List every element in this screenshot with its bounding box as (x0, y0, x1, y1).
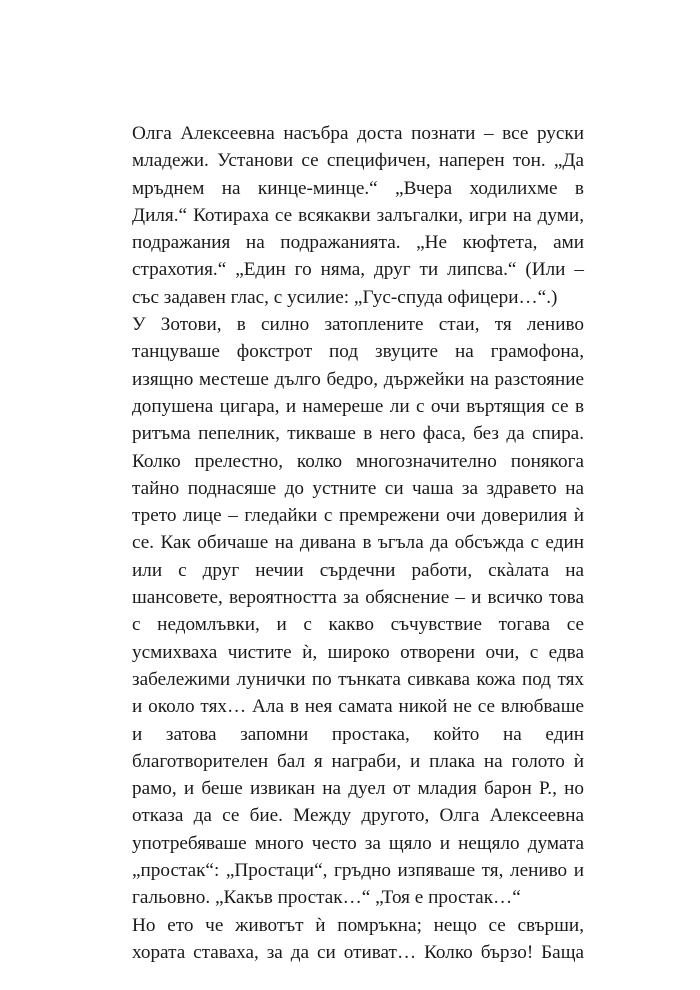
body-text (117, 120, 584, 966)
text-line: трето лице – гледайки с премрежени очи доверилия ѝ (132, 505, 584, 527)
text-line: У Зотови, в силно затоплените стаи, тя лениво (132, 314, 584, 336)
text-line: отказа да се бие. Между другото, Олга Алексеевна (132, 805, 584, 827)
text-line: ритъма пепелник, тикваше в него фаса, без да спира. (132, 423, 584, 445)
paragraph (117, 120, 584, 311)
text-line: тайно поднасяше до устните си чаша за здравето на (132, 477, 584, 499)
text-line: гальовно. „Какъв простак…“ „Тоя е простак…“ (132, 887, 521, 909)
text-line: хората ставаха, за да си отиват… Колко бързо! Баща (132, 941, 584, 963)
paragraph (117, 311, 584, 912)
text-line: благотворителен бал я награби, и плака на голото ѝ (132, 750, 584, 772)
text-line: усмихваха чистите ѝ, широко отворени очи, с едва (132, 641, 584, 663)
text-line: изящно местеше дълго бедро, държейки на разстояние (132, 368, 584, 390)
text-line: с недомлъвки, и с какво съчувствие тогава се (132, 614, 584, 636)
text-line: шансовете, вероятността за обяснение – и всичко това (132, 587, 584, 609)
text-line: Колко прелестно, колко многозначително понякога (132, 450, 584, 472)
text-line: „простак“: „Простаци“, гръдно изпяваше тя, лениво и (132, 860, 584, 882)
text-line: и около тях… Ала в нея самата никой не се влюбваше (132, 696, 584, 718)
text-line: Диля.“ Котираха се всякакви залъгалки, игри на думи, (132, 204, 584, 226)
text-line: допушена цигара, и намереше ли с очи въртящия се в (132, 395, 584, 417)
text-line: страхотия.“ „Един го няма, друг ти липсва.“ (Или – (132, 259, 584, 281)
text-line: рамо, и беше извикан на дуел от младия барон Р., но (132, 778, 584, 800)
paragraph (117, 912, 584, 967)
text-line: мръднем на кинце-минце.“ „Вчера ходилихме в (132, 177, 584, 199)
text-line: младежи. Установи се специфичен, наперен тон. „Да (132, 150, 584, 172)
text-line: Но ето че животът ѝ помръкна; нещо се свърши, (132, 914, 584, 936)
text-line: или с друг нечии сърдечни работи, скàлата на (132, 559, 584, 581)
text-line: танцуваше фокстрот под звуците на грамофона, (132, 341, 584, 363)
text-line: се. Как обичаше на дивана в ъгъла да обсъжда с един (132, 532, 584, 554)
text-line: Олга Алексеевна насъбра доста познати – все руски (132, 123, 584, 144)
text-line: и затова запомни простака, който на един (132, 723, 584, 745)
text-line: употребяваше много често за щяло и нещяло думата (132, 832, 584, 854)
text-line: подражания на подражанията. „Не кюфтета, ами (132, 232, 584, 254)
text-line: забележими лунички по тънката сивкава кожа под тях (132, 668, 584, 690)
text-line: със задавен глас, с усилие: „Гус-спуда офицери…“.) (132, 286, 558, 308)
